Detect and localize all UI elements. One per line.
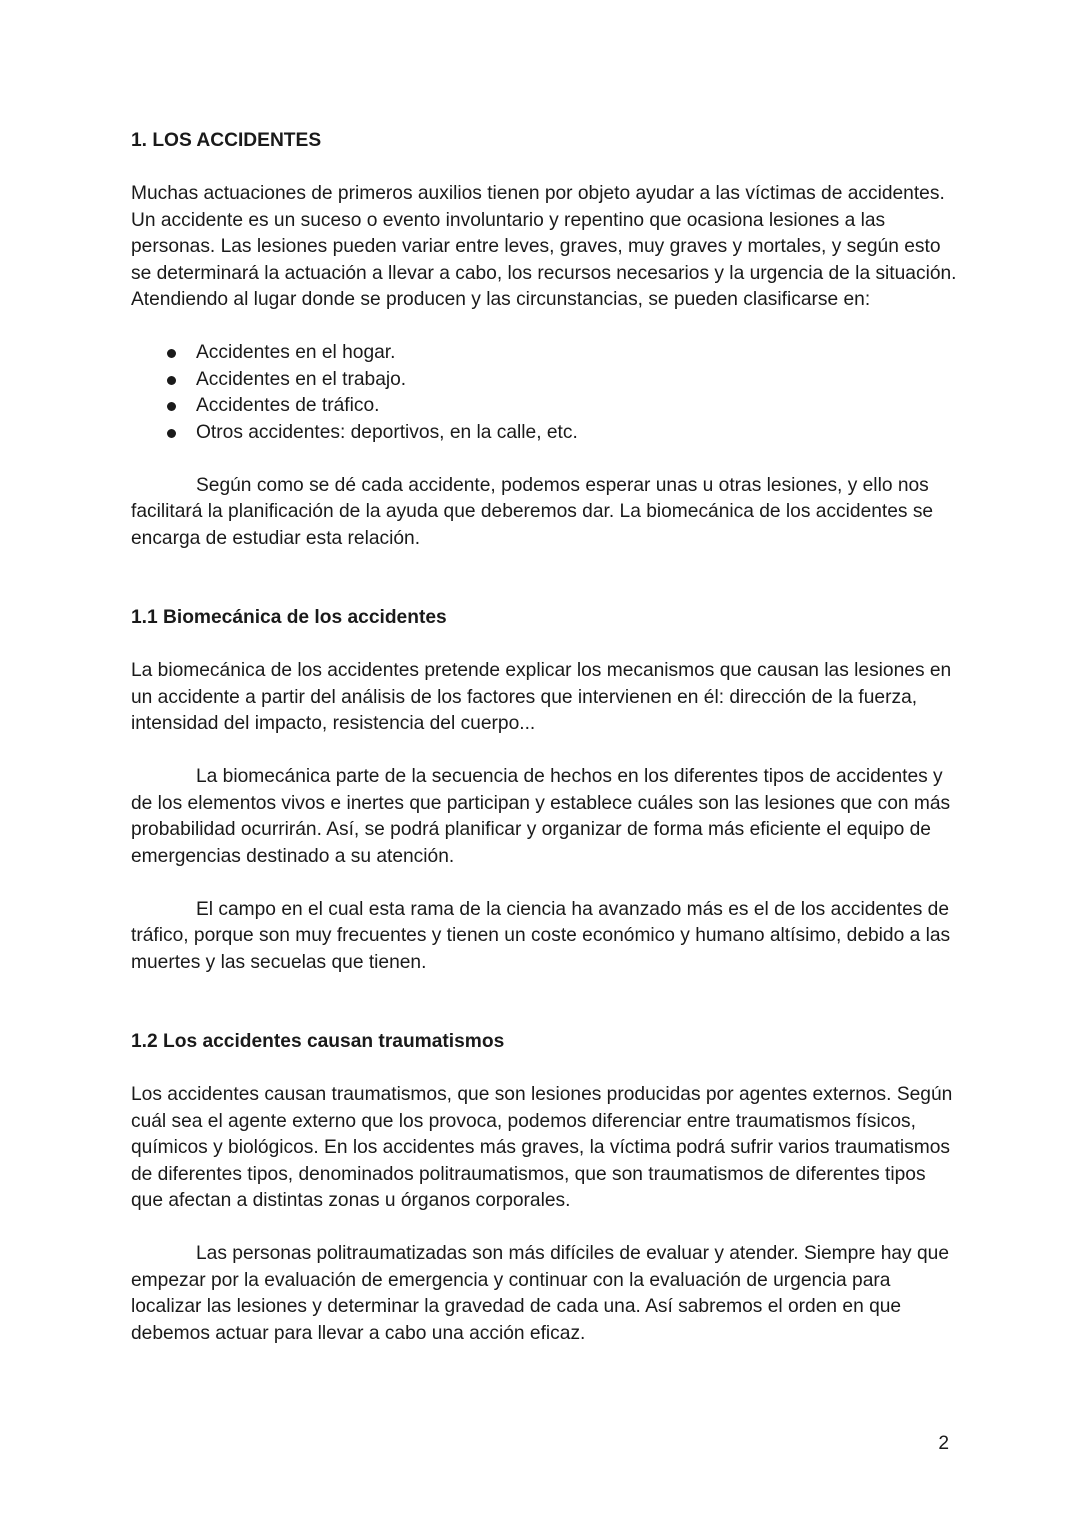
list-item-text: Accidentes en el hogar. xyxy=(196,342,396,363)
page-number: 2 xyxy=(938,1433,949,1454)
list-item-text: Accidentes de tráfico. xyxy=(196,395,380,416)
bullet-icon xyxy=(167,429,176,438)
list-item-text: Accidentes en el trabajo. xyxy=(196,368,407,390)
spacer xyxy=(131,552,961,605)
spacer xyxy=(131,314,961,341)
paragraph-traumatismos-2: Las personas politraumatizadas son más difíciles de evaluar y atender. Siempre hay que empezar por la evaluación de emergencia y continuar con la evaluación de urgencia para localizar las lesiones y determinar la gravedad de cada una. Así sabremos el orden en que debemos actuar para llevar a cabo una acción eficaz. xyxy=(131,1243,949,1344)
paragraph-closing: Según como se dé cada accidente, podemos esperar unas u otras lesiones, y ello nos facilitará la planificación de la ayuda que deberemos dar. La biomecánica de los accidentes se encarga de estudiar esta relación. xyxy=(131,474,934,549)
paragraph-biomecanica-3: El campo en el cual esta rama de la ciencia ha avanzado más es el de los accidentes de tráfico, porque son muy frecuentes y tienen un coste económico y humano altísimo, debido a las muertes y las secuelas que tienen. xyxy=(131,898,951,973)
section-heading-biomecanica: 1.1 Biomecánica de los accidentes xyxy=(131,607,447,628)
bullet-icon xyxy=(167,349,176,358)
spacer xyxy=(131,155,961,182)
spacer xyxy=(131,1056,961,1083)
spacer xyxy=(131,446,961,473)
spacer xyxy=(131,738,961,765)
list-item xyxy=(196,367,961,394)
section-heading-los-accidentes: 1. LOS ACCIDENTES xyxy=(131,130,322,151)
accident-types-list xyxy=(131,340,961,446)
paragraph-traumatismos-1: Los accidentes causan traumatismos, que son lesiones producidas por agentes externos. Según cuál sea el agente externo que los provoca, podemos diferenciar entre traumatismos físicos, químicos y biológicos. En los accidentes más graves, la víctima podrá sufrir varios traumatismos de diferentes tipos, denominados politraumatismos, que son traumatismos de diferentes tipos que afectan a distintas zonas u órganos corporales. xyxy=(131,1084,953,1211)
spacer xyxy=(131,976,961,1029)
bullet-icon xyxy=(167,402,176,411)
list-item xyxy=(196,340,961,367)
document-page xyxy=(131,128,961,1347)
list-item xyxy=(196,393,961,420)
spacer xyxy=(131,632,961,659)
paragraph-biomecanica-1: La biomecánica de los accidentes pretende explicar los mecanismos que causan las lesiones en un accidente a partir del análisis de los factores que intervienen en él: dirección de la fuerza, intensidad del impacto, resistencia del cuerpo... xyxy=(131,660,952,734)
section-heading-traumatismos: 1.2 Los accidentes causan traumatismos xyxy=(131,1031,505,1052)
spacer xyxy=(131,870,961,897)
paragraph-biomecanica-2: La biomecánica parte de la secuencia de hechos en los diferentes tipos de accidentes y de los elementos vivos e inertes que participan y establece cuáles son las lesiones que con más probabilidad ocurrirán. Así, se podrá planificar y organizar de forma más eficiente el equipo de emergencias destinado a su atención. xyxy=(131,766,951,867)
paragraph-intro: Muchas actuaciones de primeros auxilios tienen por objeto ayudar a las víctimas de accidentes. Un accidente es un suceso o evento involuntario y repentino que ocasiona lesiones a las personas. Las lesiones pueden variar entre leves, graves, muy graves y mortales, y según esto se determinará la actuación a llevar a cabo, los recursos necesarios y la urgencia de la situación. Atendiendo al lugar donde se producen y las circunstancias, se pueden clasificarse en: xyxy=(131,183,957,310)
list-item xyxy=(196,420,961,447)
bullet-icon xyxy=(167,376,176,385)
spacer xyxy=(131,1215,961,1242)
list-item-text: Otros accidentes: deportivos, en la calle, etc. xyxy=(196,421,578,443)
